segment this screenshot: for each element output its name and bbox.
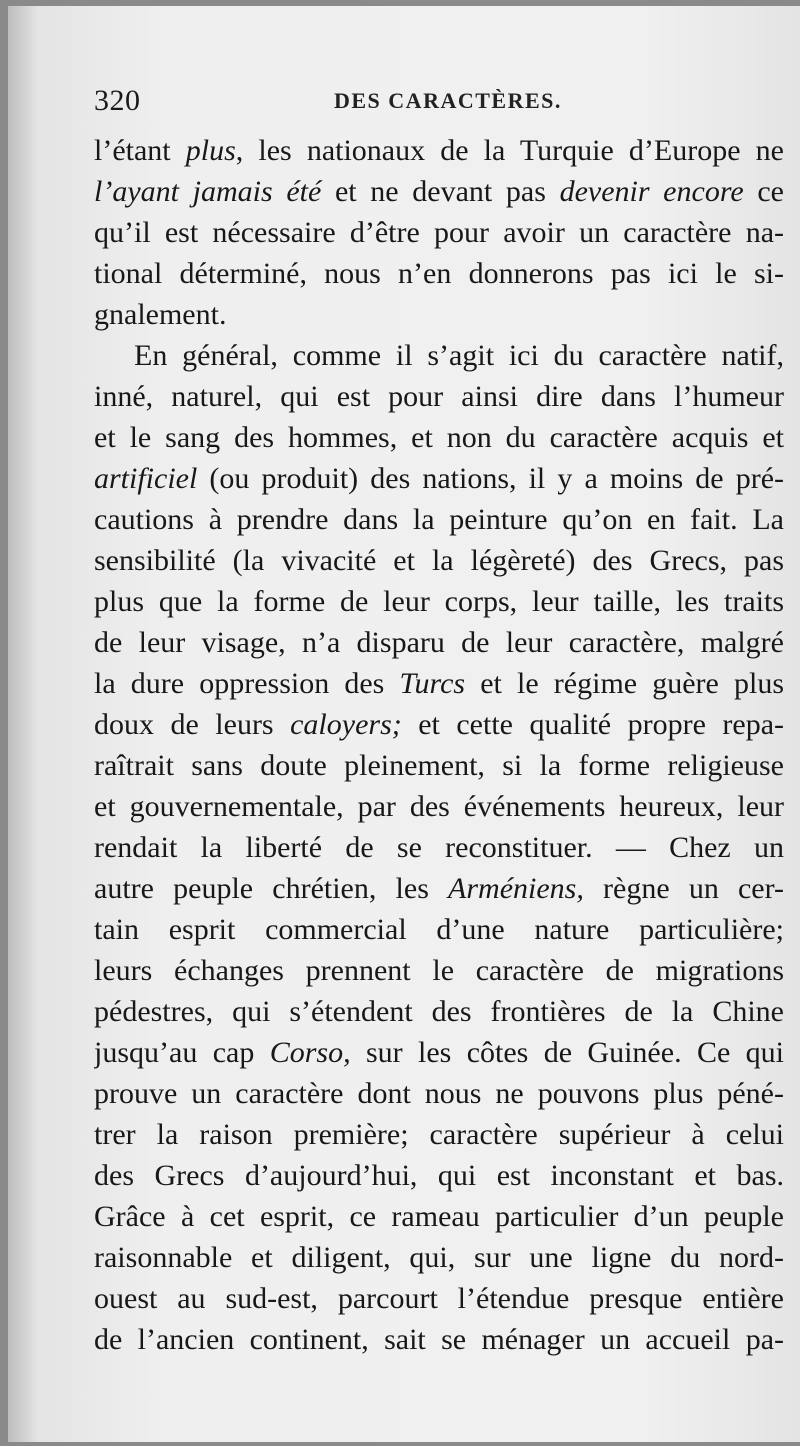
text-line <box>94 909 784 950</box>
italic-text: Turcs <box>399 667 466 700</box>
text-run: Grâce à cet esprit, ce rameau particulier d’un peuple <box>94 1200 784 1233</box>
text-run: jusqu’au cap <box>94 1036 270 1069</box>
text-run: (ou produit) des nations, il y a moins de pré- <box>197 462 784 495</box>
text-line <box>94 1155 784 1196</box>
text-run: gnalement. <box>94 298 227 331</box>
text-run: règne un cer- <box>583 872 784 905</box>
text-line <box>94 1319 784 1360</box>
text-run: et le régime guère plus <box>465 667 784 700</box>
running-title: DES CARACTÈRES. <box>334 88 562 113</box>
text-line <box>94 827 784 868</box>
text-run: et cette qualité propre repa- <box>401 708 784 741</box>
italic-text: plus <box>185 134 236 167</box>
text-line <box>94 663 784 704</box>
italic-text: devenir encore <box>559 175 744 208</box>
text-run: raisonnable et diligent, qui, sur une ligne du nord- <box>94 1241 784 1274</box>
text-run: de leur visage, n’a disparu de leur caractère, malgré <box>94 626 784 659</box>
text-run: ouest au sud-est, parcourt l’étendue presque entière <box>94 1282 784 1315</box>
text-line <box>94 458 784 499</box>
text-line <box>94 991 784 1032</box>
text-run: plus que la forme de leur corps, leur taille, les traits <box>94 585 784 618</box>
text-run: doux de leurs <box>94 708 291 741</box>
text-line <box>94 171 784 212</box>
book-page <box>8 6 800 1442</box>
text-line <box>94 786 784 827</box>
text-line <box>94 1114 784 1155</box>
italic-text: l’ayant jamais été <box>94 175 322 208</box>
text-run: et gouvernementale, par des événements heureux, leur <box>94 790 784 823</box>
text-run: inné, naturel, qui est pour ainsi dire dans l’humeur <box>94 380 784 413</box>
running-head <box>94 84 744 120</box>
text-run: leurs échanges prennent le caractère de migrations <box>94 954 784 987</box>
italic-text: caloyers; <box>290 708 402 741</box>
body-text <box>94 130 784 1360</box>
text-run: En général, comme il s’agit ici du caractère natif, <box>134 339 784 372</box>
text-line <box>94 417 784 458</box>
text-run: prouve un caractère dont nous ne pouvons plus péné- <box>94 1077 784 1110</box>
text-line <box>94 335 784 376</box>
text-run: qu’il est nécessaire d’être pour avoir un caractère na- <box>94 216 784 249</box>
text-line <box>94 745 784 786</box>
text-line <box>94 212 784 253</box>
text-run: pédestres, qui s’étendent des frontières de la Chine <box>94 995 784 1028</box>
binding-shadow <box>8 6 38 1442</box>
text-line <box>94 868 784 909</box>
text-run: des Grecs d’aujourd’hui, qui est inconstant et bas. <box>94 1159 784 1192</box>
text-run: cautions à prendre dans la peinture qu’on en fait. La <box>94 503 784 536</box>
text-run: tional déterminé, nous n’en donnerons pas ici le si- <box>94 257 784 290</box>
italic-text: Corso, <box>269 1036 351 1069</box>
italic-text: Arméniens, <box>448 872 584 905</box>
text-line <box>94 130 784 171</box>
text-line <box>94 1032 784 1073</box>
page-number: 320 <box>94 84 141 117</box>
text-run: la dure oppression des <box>94 667 400 700</box>
text-line <box>94 294 784 335</box>
text-run: et ne devant pas <box>321 175 560 208</box>
text-line <box>94 1278 784 1319</box>
text-run: ce <box>743 175 784 208</box>
text-line <box>94 622 784 663</box>
text-line <box>94 1196 784 1237</box>
text-line <box>94 950 784 991</box>
text-run: sensibilité (la vivacité et la légèreté) des Grecs, pas <box>94 544 784 577</box>
text-run: autre peuple chrétien, les <box>94 872 449 905</box>
text-run: l’étant <box>94 134 186 167</box>
text-line <box>94 581 784 622</box>
text-run: tain esprit commercial d’une nature particulière; <box>94 913 784 946</box>
italic-text: artificiel <box>94 462 198 495</box>
text-run: de l’ancien continent, sait se ménager un accueil pa- <box>94 1323 784 1356</box>
text-line <box>94 1237 784 1278</box>
text-run: , les nationaux de la Turquie d’Europe ne <box>235 134 784 167</box>
text-line <box>94 376 784 417</box>
text-run: raîtrait sans doute pleinement, si la forme religieuse <box>94 749 784 782</box>
text-run: rendait la liberté de se reconstituer. — Chez un <box>94 831 784 864</box>
text-line <box>94 253 784 294</box>
text-run: sur les côtes de Guinée. Ce qui <box>350 1036 784 1069</box>
text-run: et le sang des hommes, et non du caractère acquis et <box>94 421 784 454</box>
text-line <box>94 704 784 745</box>
text-run: trer la raison première; caractère supérieur à celui <box>94 1118 784 1151</box>
text-line <box>94 540 784 581</box>
text-line <box>94 1073 784 1114</box>
text-line <box>94 499 784 540</box>
